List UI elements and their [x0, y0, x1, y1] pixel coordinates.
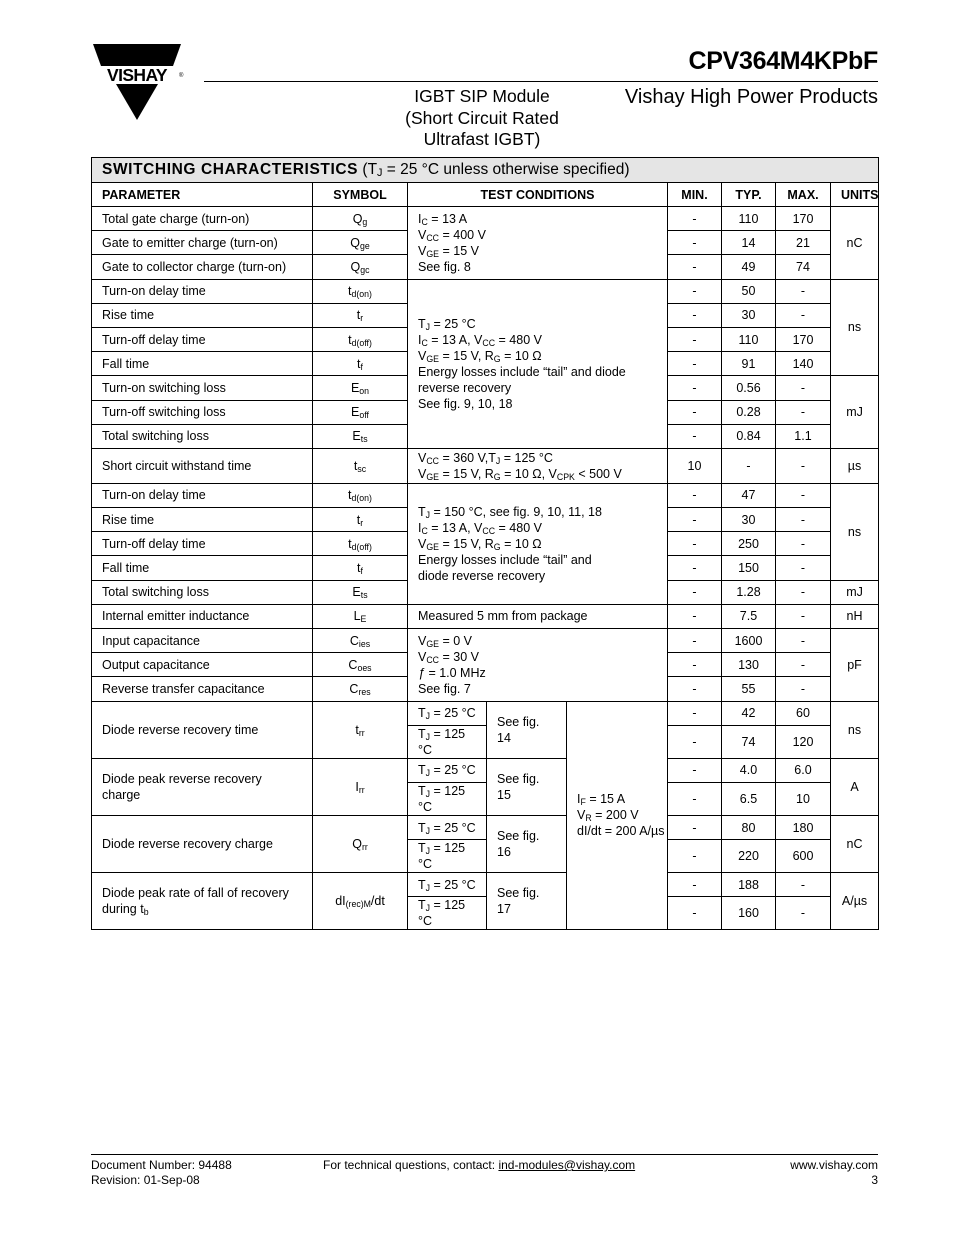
typ-value: 220	[722, 840, 776, 873]
tj-condition: $T_J = 25$ °C	[408, 873, 487, 897]
max-value: -	[776, 873, 831, 897]
units: mJ	[831, 376, 879, 449]
typ-value: 6.5	[722, 782, 776, 815]
min-value: -	[668, 677, 722, 701]
symbol: $t_r$	[313, 508, 408, 532]
units: nC	[831, 207, 879, 280]
min-value: -	[668, 483, 722, 507]
typ-value: -	[722, 448, 776, 483]
max-value: -	[776, 400, 831, 424]
col-header-symbol: SYMBOL	[313, 183, 408, 207]
parameter: Turn-on switching loss	[92, 376, 313, 400]
max-value: 170	[776, 207, 831, 231]
typ-value: 0.56	[722, 376, 776, 400]
parameter: Diode reverse recovery time	[92, 701, 313, 758]
units: A/µs	[831, 873, 879, 930]
symbol: $Q_{gc}$	[313, 255, 408, 279]
parameter: Short circuit withstand time	[92, 448, 313, 483]
typ-value: 130	[722, 653, 776, 677]
parameter: Total gate charge (turn-on)	[92, 207, 313, 231]
max-value: 120	[776, 725, 831, 758]
max-value: 600	[776, 840, 831, 873]
table-row	[92, 701, 879, 725]
symbol: $t_{d(off)}$	[313, 327, 408, 351]
typ-value: 0.84	[722, 424, 776, 448]
min-value: -	[668, 897, 722, 930]
header-rule	[204, 81, 878, 82]
figure-ref: See fig. 16	[487, 815, 567, 872]
table-title: SWITCHING CHARACTERISTICS ($T_J = 25$ °C unless otherwise specified)	[92, 158, 879, 183]
symbol: $E_{off}$	[313, 400, 408, 424]
min-value: -	[668, 758, 722, 782]
symbol: $t_f$	[313, 556, 408, 580]
col-header-typ: TYP.	[722, 183, 776, 207]
test-conditions: $V_{CC} = 360$ $V,T_J = 125$ °C $V_{GE} = 15$ V, $R_G = 10$ Ω, $V_{CPK} < 500$ V	[408, 448, 668, 483]
symbol: $Q_g$	[313, 207, 408, 231]
typ-value: 7.5	[722, 604, 776, 628]
parameter: Input capacitance	[92, 629, 313, 653]
subtitle-line: IGBT SIP Module	[414, 86, 550, 106]
units: mJ	[831, 580, 879, 604]
test-conditions: Measured 5 mm from package	[408, 604, 668, 628]
parameter: Total switching loss	[92, 424, 313, 448]
product-subtitle	[388, 86, 576, 151]
col-header-parameter: PARAMETER	[92, 183, 313, 207]
min-value: -	[668, 352, 722, 376]
subtitle-line: Ultrafast IGBT)	[423, 129, 541, 149]
typ-value: 55	[722, 677, 776, 701]
parameter: Turn-off switching loss	[92, 400, 313, 424]
min-value: -	[668, 231, 722, 255]
table-row	[92, 448, 879, 483]
logo-registered: ®	[179, 73, 184, 79]
logo-triangle-top	[93, 44, 181, 66]
contact-email-link[interactable]: ind-modules@vishay.com	[498, 1158, 636, 1172]
table-row	[92, 758, 879, 782]
tj-condition: $T_J = 125$ °C	[408, 897, 487, 930]
vishay-logo	[90, 44, 184, 120]
parameter: Total switching loss	[92, 580, 313, 604]
parameter: Diode peak reverse recovery charge	[92, 758, 313, 815]
typ-value: 110	[722, 327, 776, 351]
min-value: -	[668, 327, 722, 351]
col-header-units: UNITS	[831, 183, 879, 207]
figure-ref: See fig. 15	[487, 758, 567, 815]
typ-value: 30	[722, 508, 776, 532]
typ-value: 160	[722, 897, 776, 930]
test-conditions: $T_J = 25$ °C $I_C = 13$ A, $V_{CC} = 480$ V $V_{GE} = 15$ V, $R_G = 10$ Ω Energy losses include “tail” and diode reverse recovery See fig. 9, 10, 18	[408, 279, 668, 448]
typ-value: 80	[722, 815, 776, 839]
min-value: -	[668, 556, 722, 580]
max-value: -	[776, 897, 831, 930]
max-value: 10	[776, 782, 831, 815]
table-row	[92, 207, 879, 231]
min-value: -	[668, 424, 722, 448]
parameter: Turn-off delay time	[92, 327, 313, 351]
symbol: $C_{ies}$	[313, 629, 408, 653]
max-value: 180	[776, 815, 831, 839]
max-value: -	[776, 629, 831, 653]
symbol: $t_{d(on)}$	[313, 279, 408, 303]
contact-prefix: For technical questions, contact:	[323, 1158, 496, 1172]
typ-value: 4.0	[722, 758, 776, 782]
footer-contact	[323, 1158, 635, 1173]
parameter: Rise time	[92, 303, 313, 327]
tj-condition: $T_J = 125$ °C	[408, 725, 487, 758]
symbol: $dI_{(rec)M}/dt$	[313, 873, 408, 930]
typ-value: 49	[722, 255, 776, 279]
min-value: -	[668, 376, 722, 400]
typ-value: 91	[722, 352, 776, 376]
table-title-row	[92, 158, 879, 183]
min-value: -	[668, 255, 722, 279]
parameter: Rise time	[92, 508, 313, 532]
symbol: $E_{on}$	[313, 376, 408, 400]
footer-rule	[91, 1154, 878, 1155]
max-value: -	[776, 303, 831, 327]
typ-value: 250	[722, 532, 776, 556]
section-title: SWITCHING CHARACTERISTICS	[102, 161, 359, 178]
symbol: $t_r$	[313, 303, 408, 327]
parameter: Fall time	[92, 352, 313, 376]
max-value: -	[776, 604, 831, 628]
units: ns	[831, 701, 879, 758]
parameter: Turn-on delay time	[92, 279, 313, 303]
diode-conditions: $I_F = 15$ A $V_R = 200$ V dI/dt = 200 A/µs	[567, 701, 668, 930]
page-number: 3	[871, 1172, 878, 1187]
typ-value: 50	[722, 279, 776, 303]
max-value: -	[776, 483, 831, 507]
parameter: Output capacitance	[92, 653, 313, 677]
max-value: 170	[776, 327, 831, 351]
units: A	[831, 758, 879, 815]
footer-document-info	[91, 1158, 232, 1187]
min-value: -	[668, 532, 722, 556]
max-value: -	[776, 677, 831, 701]
table-row	[92, 873, 879, 897]
logo-text: VISHAY	[107, 65, 167, 85]
typ-value: 30	[722, 303, 776, 327]
parameter: Turn-off delay time	[92, 532, 313, 556]
max-value: 140	[776, 352, 831, 376]
tj-condition: $T_J = 125$ °C	[408, 840, 487, 873]
parameter: Reverse transfer capacitance	[92, 677, 313, 701]
typ-value: 74	[722, 725, 776, 758]
figure-ref: See fig. 14	[487, 701, 567, 758]
typ-value: 150	[722, 556, 776, 580]
col-header-test-conditions: TEST CONDITIONS	[408, 183, 668, 207]
max-value: 21	[776, 231, 831, 255]
min-value: -	[668, 873, 722, 897]
units: nH	[831, 604, 879, 628]
symbol: $t_{sc}$	[313, 448, 408, 483]
part-number: CPV364M4KPbF	[688, 47, 878, 75]
typ-value: 1.28	[722, 580, 776, 604]
min-value: -	[668, 782, 722, 815]
min-value: -	[668, 279, 722, 303]
min-value: -	[668, 604, 722, 628]
symbol: $E_{ts}$	[313, 424, 408, 448]
min-value: -	[668, 701, 722, 725]
min-value: -	[668, 629, 722, 653]
symbol: $t_f$	[313, 352, 408, 376]
test-conditions: $V_{GE} = 0$ V $V_{CC} = 30$ V ƒ = 1.0 MHz See fig. 7	[408, 629, 668, 702]
symbol: $I_{rr}$	[313, 758, 408, 815]
units: µs	[831, 448, 879, 483]
typ-value: 110	[722, 207, 776, 231]
parameter: Diode reverse recovery charge	[92, 815, 313, 872]
tj-condition: $T_J = 125$ °C	[408, 782, 487, 815]
typ-value: 0.28	[722, 400, 776, 424]
typ-value: 47	[722, 483, 776, 507]
max-value: -	[776, 508, 831, 532]
parameter: Internal emitter inductance	[92, 604, 313, 628]
typ-value: 14	[722, 231, 776, 255]
col-header-max: MAX.	[776, 183, 831, 207]
min-value: -	[668, 840, 722, 873]
table-header-row	[92, 183, 879, 207]
table-row	[92, 279, 879, 303]
symbol: $E_{ts}$	[313, 580, 408, 604]
max-value: 1.1	[776, 424, 831, 448]
max-value: -	[776, 556, 831, 580]
max-value: -	[776, 376, 831, 400]
test-conditions: $T_J = 150$ °C, see fig. 9, 10, 11, 18 $I_C = 13$ A, $V_{CC} = 480$ V $V_{GE} = 15$ V, $R_G = 10$ Ω Energy losses include “tail” and diode reverse recovery	[408, 483, 668, 604]
typ-value: 1600	[722, 629, 776, 653]
symbol: $Q_{rr}$	[313, 815, 408, 872]
units: nC	[831, 815, 879, 872]
section-condition: = 25 °C unless otherwise specified)	[386, 161, 630, 178]
symbol: $L_E$	[313, 604, 408, 628]
max-value: -	[776, 532, 831, 556]
parameter: Turn-on delay time	[92, 483, 313, 507]
logo-triangle-bottom	[116, 84, 158, 120]
tj-condition: $T_J = 25$ °C	[408, 701, 487, 725]
max-value: -	[776, 448, 831, 483]
max-value: -	[776, 279, 831, 303]
min-value: -	[668, 508, 722, 532]
min-value: -	[668, 815, 722, 839]
symbol: $C_{oes}$	[313, 653, 408, 677]
tj-condition: $T_J = 25$ °C	[408, 815, 487, 839]
switching-characteristics-table	[91, 157, 879, 930]
min-value: -	[668, 725, 722, 758]
parameter: Gate to emitter charge (turn-on)	[92, 231, 313, 255]
min-value: -	[668, 580, 722, 604]
min-value: -	[668, 400, 722, 424]
parameter: Gate to collector charge (turn-on)	[92, 255, 313, 279]
min-value: -	[668, 653, 722, 677]
table-row	[92, 483, 879, 507]
units: pF	[831, 629, 879, 702]
website-link[interactable]: www.vishay.com	[790, 1158, 878, 1172]
typ-value: 188	[722, 873, 776, 897]
parameter: Fall time	[92, 556, 313, 580]
min-value: -	[668, 207, 722, 231]
tj-condition: $T_J = 25$ °C	[408, 758, 487, 782]
min-value: -	[668, 303, 722, 327]
table-row	[92, 604, 879, 628]
col-header-min: MIN.	[668, 183, 722, 207]
symbol: $t_{d(on)}$	[313, 483, 408, 507]
units: ns	[831, 279, 879, 376]
subtitle-line: (Short Circuit Rated	[405, 107, 559, 128]
min-value: 10	[668, 448, 722, 483]
typ-value: 42	[722, 701, 776, 725]
footer-right	[790, 1158, 878, 1187]
symbol: $C_{res}$	[313, 677, 408, 701]
table-row	[92, 629, 879, 653]
symbol: $Q_{ge}$	[313, 231, 408, 255]
max-value: 6.0	[776, 758, 831, 782]
figure-ref: See fig. 17	[487, 873, 567, 930]
document-number: Document Number: 94488	[91, 1158, 232, 1172]
symbol: $t_{d(off)}$	[313, 532, 408, 556]
table-row	[92, 815, 879, 839]
max-value: -	[776, 653, 831, 677]
division-name: Vishay High Power Products	[624, 86, 878, 108]
parameter: Diode peak rate of fall of recovery during $t_b$	[92, 873, 313, 930]
max-value: -	[776, 580, 831, 604]
revision: Revision: 01-Sep-08	[91, 1172, 200, 1187]
symbol: $t_{rr}$	[313, 701, 408, 758]
max-value: 60	[776, 701, 831, 725]
units: ns	[831, 483, 879, 580]
test-conditions: $I_C = 13$ A $V_{CC} = 400$ V $V_{GE} = 15$ V See fig. 8	[408, 207, 668, 280]
max-value: 74	[776, 255, 831, 279]
